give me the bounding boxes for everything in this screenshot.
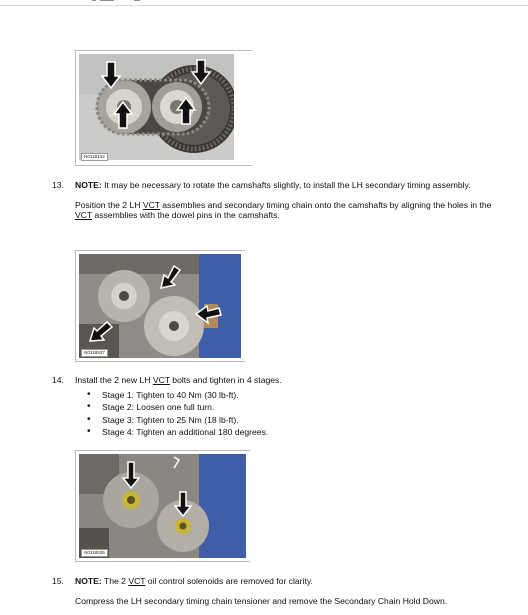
- step-instruction: [75, 200, 492, 221]
- note-label: NOTE:: [75, 180, 102, 190]
- note-text: It may be necessary to rotate the camshafts slightly, to install the LH secondary timing assembly.: [101, 180, 471, 190]
- instruction-text: Install the 2 new LH: [75, 375, 153, 385]
- stage-item: • Stage 4: Tighten an additional 180 degrees.: [87, 426, 492, 439]
- stage-item: • Stage 1: Tighten to 40 Nm (30 lb-ft).: [87, 389, 492, 402]
- step-15: [52, 576, 492, 606]
- step-number: 13.: [52, 180, 64, 190]
- step-14: [52, 375, 492, 439]
- figure-timing-chain: [75, 50, 252, 166]
- instruction-text: assemblies and secondary timing chain onto the camshafts by aligning the holes in the: [159, 199, 492, 210]
- step-13: [52, 180, 492, 221]
- step-number: 15.: [52, 576, 64, 586]
- stage-list: [75, 389, 492, 439]
- figure-code: N0118537: [81, 349, 108, 357]
- figure-code: N0118536: [81, 549, 108, 557]
- cropped-previous-content: [92, 0, 152, 2]
- vct-bolts-image: [79, 454, 246, 558]
- vct-abbreviation-link[interactable]: VCT: [142, 199, 160, 210]
- figure-vct-assemblies: [75, 250, 245, 362]
- instruction-text: bolts and tighten in 4 stages.: [169, 375, 282, 385]
- step-number: 14.: [52, 375, 64, 385]
- instruction-text: assemblies with the dowel pins in the camshafts.: [92, 210, 280, 220]
- vct-assemblies-image: [79, 254, 241, 358]
- step-note: [75, 576, 492, 587]
- vct-abbreviation-link[interactable]: VCT: [75, 210, 93, 220]
- note-text: oil control solenoids are removed for clarity.: [145, 576, 313, 586]
- figure-code: N0118132: [81, 153, 108, 161]
- top-divider: [0, 5, 528, 6]
- vct-abbreviation-link[interactable]: VCT: [128, 576, 146, 586]
- step-instruction: [75, 375, 492, 386]
- note-label: NOTE:: [75, 576, 102, 586]
- stage-item: • Stage 2: Loosen one full turn.: [87, 401, 492, 414]
- timing-chain-image: [79, 54, 234, 160]
- vct-abbreviation-link[interactable]: VCT: [152, 375, 170, 385]
- step-note: [75, 180, 492, 191]
- note-text: The 2: [101, 576, 129, 586]
- figure-vct-bolts: [75, 450, 250, 562]
- instruction-text: Position the 2 LH: [75, 199, 143, 210]
- stage-item: • Stage 3: Tighten to 25 Nm (18 lb-ft).: [87, 414, 492, 427]
- step-instruction: Compress the LH secondary timing chain tensioner and remove the Secondary Chain Hold Down.: [75, 595, 448, 606]
